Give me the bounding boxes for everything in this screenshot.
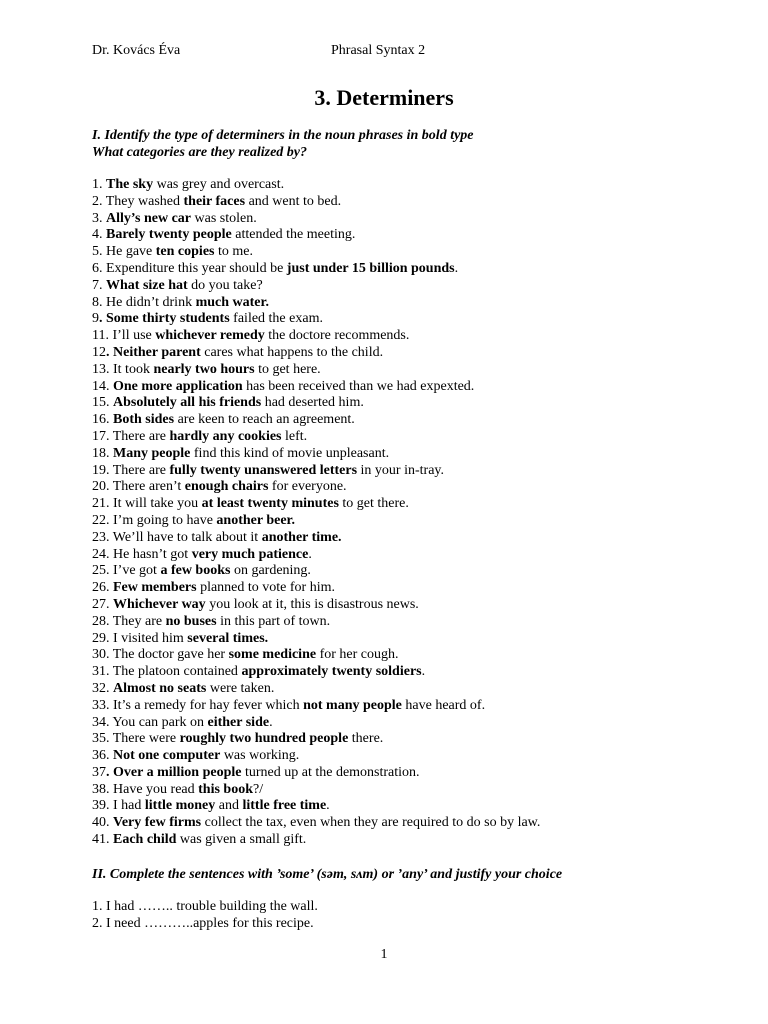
list-item [92, 563, 540, 580]
noun-phrase-bold: enough chairs [184, 479, 269, 495]
section1-heading-line2: What categories are they realized by? [92, 145, 308, 160]
list-item [92, 295, 540, 312]
list-item [92, 631, 540, 648]
sentence-text: to me. [214, 244, 253, 260]
noun-phrase-bold: Both sides [113, 412, 175, 428]
sentence-text: 30. The doctor gave her [92, 647, 229, 663]
sentence-text: the doctore recommends. [264, 328, 410, 344]
list-item [92, 227, 540, 244]
noun-phrase-bold: Whichever way [113, 596, 206, 612]
sentence-text: 41. [92, 832, 113, 848]
noun-phrase-bold: another time. [261, 529, 342, 545]
sentence-text: on gardening. [230, 563, 311, 579]
sentence-text: 5. He gave [92, 244, 156, 260]
list-item [92, 479, 540, 496]
list-item: 2. I need ………..apples for this recipe. [92, 915, 314, 931]
exercise2-list [92, 899, 318, 933]
sentence-text: 9 [92, 311, 99, 327]
list-item [92, 496, 540, 513]
list-item [92, 815, 540, 832]
noun-phrase-bold: . Some thirty students [99, 311, 230, 327]
noun-phrase-bold: Absolutely all his friends [113, 395, 262, 411]
noun-phrase-bold: approximately twenty soldiers [241, 664, 422, 680]
noun-phrase-bold: not many people [303, 697, 402, 713]
sentence-text: . [421, 664, 426, 680]
noun-phrase-bold: . Over a million people [106, 764, 242, 780]
list-item [92, 311, 540, 328]
list-item [92, 328, 540, 345]
noun-phrase-bold: Many people [113, 445, 191, 461]
list-item [92, 513, 540, 530]
sentence-text: 18. [92, 445, 113, 461]
sentence-text: was grey and overcast. [153, 177, 285, 192]
sentence-text: 38. Have you read [92, 781, 199, 797]
sentence-text: has been received than we had expexted. [242, 378, 475, 394]
sentence-text: was working. [220, 748, 300, 764]
noun-phrase-bold: One more application [113, 378, 243, 394]
sentence-text: 12 [92, 344, 106, 360]
sentence-text: do you take? [187, 277, 263, 293]
list-item [92, 379, 540, 396]
sentence-text: 20. There aren’t [92, 479, 185, 495]
noun-phrase-bold: little free time [242, 798, 327, 814]
noun-phrase-bold: either side [207, 714, 270, 730]
sentence-text: have heard of. [401, 697, 486, 713]
header-author: Dr. Kovács Éva [92, 43, 181, 58]
list-item [92, 278, 540, 295]
sentence-text: . [326, 798, 330, 814]
sentence-text: 37 [92, 764, 106, 780]
noun-phrase-bold: much water. [195, 294, 269, 310]
sentence-text: for everyone. [268, 479, 347, 495]
sentence-text: 29. I visited him [92, 630, 188, 646]
list-item [92, 244, 540, 261]
sentence-text: 35. There were [92, 731, 180, 747]
sentence-text: left. [281, 428, 308, 444]
list-item [92, 614, 540, 631]
noun-phrase-bold: Almost no seats [113, 680, 207, 696]
list-item [92, 715, 540, 732]
sentence-text: 24. He hasn’t got [92, 546, 192, 562]
list-item [92, 647, 540, 664]
list-item [92, 597, 540, 614]
noun-phrase-bold: Few members [113, 580, 197, 596]
sentence-text: there. [348, 731, 384, 747]
noun-phrase-bold: fully twenty unanswered letters [169, 462, 358, 478]
sentence-text: find this kind of movie unpleasant. [190, 445, 390, 461]
sentence-text: and [215, 798, 243, 814]
list-item [92, 731, 540, 748]
sentence-text: you look at it, this is disastrous news. [205, 596, 419, 612]
sentence-text: 4. [92, 227, 106, 243]
sentence-text: had deserted him. [261, 395, 364, 411]
list-item [92, 698, 540, 715]
list-item [92, 412, 540, 429]
noun-phrase-bold: a few books [160, 563, 231, 579]
section2-heading: II. Complete the sentences with ’some’ (səm, sʌm) or ’any’ and justify your choice [92, 867, 563, 882]
sentence-text: 16. [92, 412, 113, 428]
list-item [92, 446, 540, 463]
noun-phrase-bold: What size hat [106, 277, 188, 293]
sentence-text: . [454, 260, 459, 276]
sentence-text: in this part of town. [216, 613, 331, 629]
list-item [92, 429, 540, 446]
exercise1-list [92, 177, 540, 849]
sentence-text: were taken. [206, 680, 275, 696]
section1-heading-line1: I. Identify the type of determiners in the noun phrases in bold type [92, 128, 474, 143]
list-item [92, 798, 540, 815]
sentence-text: 3. [92, 210, 106, 226]
sentence-text: 31. The platoon contained [92, 664, 242, 680]
list-item [92, 832, 540, 849]
list-item [92, 580, 540, 597]
sentence-text: 34. You can park on [92, 714, 208, 730]
list-item [92, 664, 540, 681]
page-title: 3. Determiners [314, 85, 454, 110]
noun-phrase-bold: very much patience [191, 546, 309, 562]
sentence-text: 2. They washed [92, 193, 184, 209]
sentence-text: 23. We’ll have to talk about it [92, 529, 262, 545]
noun-phrase-bold: Very few firms [113, 815, 202, 831]
noun-phrase-bold: no buses [165, 613, 217, 629]
sentence-text: 6. Expenditure this year should be [92, 260, 287, 276]
sentence-text: ?/ [253, 781, 264, 797]
noun-phrase-bold: some medicine [228, 647, 317, 663]
sentence-text: 7. [92, 277, 106, 293]
sentence-text: . [269, 714, 273, 730]
sentence-text: 8. He didn’t drink [92, 294, 196, 310]
noun-phrase-bold: whichever remedy [155, 328, 265, 344]
noun-phrase-bold: at least twenty minutes [201, 496, 339, 512]
list-item [92, 547, 540, 564]
noun-phrase-bold: roughly two hundred people [179, 731, 349, 747]
noun-phrase-bold: several times. [187, 630, 269, 646]
noun-phrase-bold: another beer. [216, 512, 295, 528]
sentence-text: 1. [92, 177, 106, 192]
noun-phrase-bold: Ally’s new car [106, 210, 192, 226]
sentence-text: 19. There are [92, 462, 170, 478]
sentence-text: 39. I had [92, 798, 145, 814]
noun-phrase-bold: . Neither parent [106, 344, 201, 360]
sentence-text: 17. There are [92, 428, 170, 444]
sentence-text: and went to bed. [245, 193, 342, 209]
noun-phrase-bold: ten copies [155, 244, 215, 260]
sentence-text: are keen to reach an agreement. [174, 412, 355, 428]
sentence-text: to get there. [338, 496, 409, 512]
list-item [92, 748, 540, 765]
sentence-text: in your in-tray. [357, 462, 445, 478]
sentence-text: 40. [92, 815, 113, 831]
list-item [92, 177, 540, 194]
noun-phrase-bold: Each child [113, 832, 177, 848]
sentence-text: was stolen. [191, 210, 257, 226]
noun-phrase-bold: The sky [106, 177, 154, 192]
list-item [92, 211, 540, 228]
sentence-text: 26. [92, 580, 113, 596]
sentence-text: to get here. [254, 361, 321, 377]
list-item [92, 463, 540, 480]
sentence-text: failed the exam. [229, 311, 323, 327]
list-item [92, 194, 540, 211]
noun-phrase-bold: Barely twenty people [106, 227, 232, 243]
noun-phrase-bold: nearly two hours [153, 361, 255, 377]
page-number: 1 [380, 947, 388, 962]
list-item [92, 261, 540, 278]
sentence-text: 14. [92, 378, 113, 394]
list-item [92, 765, 540, 782]
sentence-text: 15. [92, 395, 113, 411]
sentence-text: 28. They are [92, 613, 166, 629]
sentence-text: 32. [92, 680, 113, 696]
noun-phrase-bold: hardly any cookies [169, 428, 282, 444]
noun-phrase-bold: just under 15 billion pounds [286, 260, 455, 276]
noun-phrase-bold: their faces [183, 193, 246, 209]
sentence-text: attended the meeting. [231, 227, 356, 243]
list-item [92, 681, 540, 698]
list-item: 1. I had …….. trouble building the wall. [92, 899, 318, 914]
sentence-text: for her cough. [316, 647, 399, 663]
sentence-text: 25. I’ve got [92, 563, 161, 579]
sentence-text: collect the tax, even when they are required to do so by law. [201, 815, 541, 831]
sentence-text: turned up at the demonstration. [241, 764, 420, 780]
noun-phrase-bold: little money [144, 798, 216, 814]
section1-heading [92, 127, 474, 161]
sentence-text: 33. It’s a remedy for hay fever which [92, 697, 304, 713]
list-item [92, 395, 540, 412]
sentence-text: . [308, 546, 312, 562]
sentence-text: 11. I’ll use [92, 328, 156, 344]
sentence-text: was given a small gift. [176, 832, 307, 848]
list-item [92, 345, 540, 362]
sentence-text: planned to vote for him. [196, 580, 335, 596]
list-item [92, 362, 540, 379]
sentence-text: 27. [92, 596, 113, 612]
sentence-text: 36. [92, 748, 113, 764]
sentence-text: cares what happens to the child. [200, 344, 384, 360]
noun-phrase-bold: Not one computer [113, 748, 221, 764]
sentence-text: 22. I’m going to have [92, 512, 217, 528]
header-course: Phrasal Syntax 2 [331, 43, 426, 58]
list-item [92, 782, 540, 799]
list-item [92, 530, 540, 547]
sentence-text: 13. It took [92, 361, 154, 377]
sentence-text: 21. It will take you [92, 496, 202, 512]
noun-phrase-bold: this book [198, 781, 253, 797]
